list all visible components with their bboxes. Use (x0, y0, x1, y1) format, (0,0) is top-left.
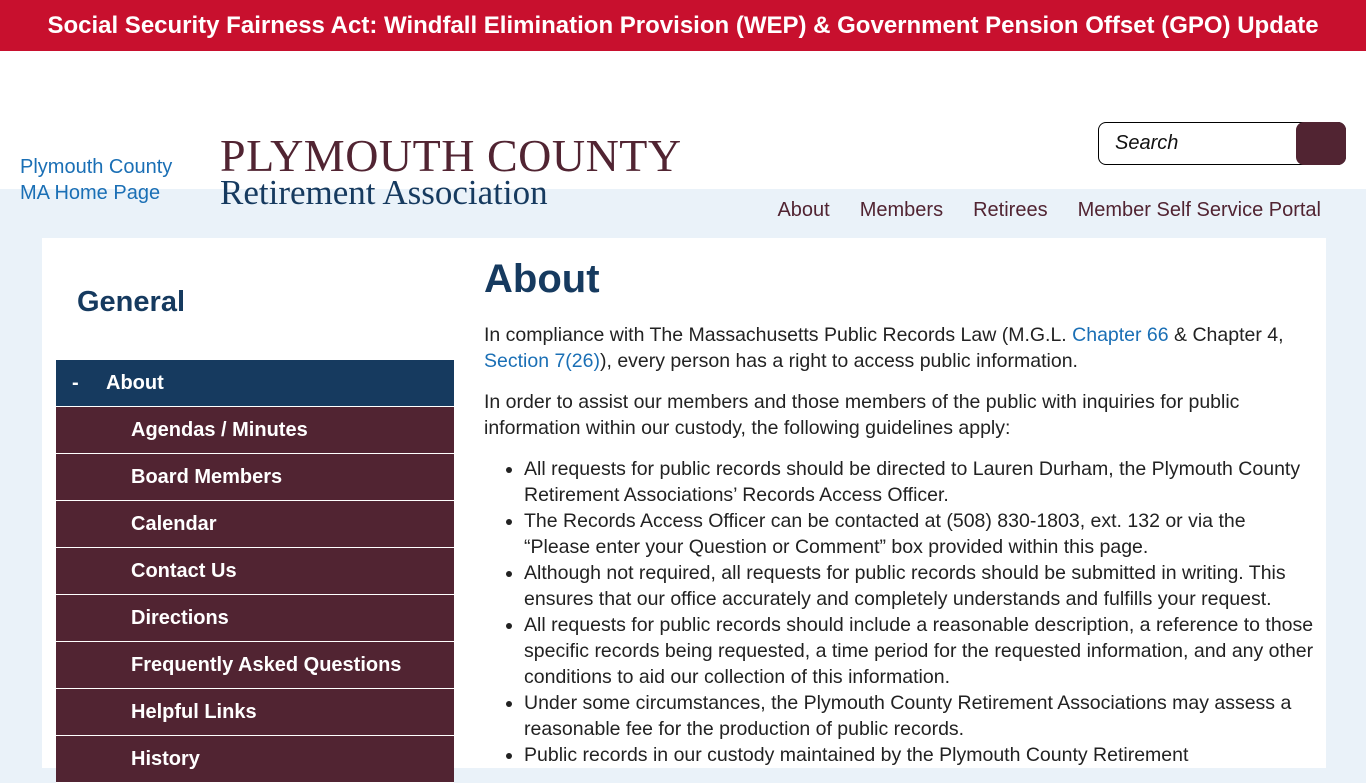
search-button[interactable] (1296, 122, 1346, 165)
home-logo-link[interactable]: Plymouth County MA Home Page (20, 156, 173, 204)
nav-about[interactable]: About (777, 199, 830, 221)
sidebar-item-history[interactable]: History (56, 736, 454, 783)
expand-indicator: - (72, 372, 79, 394)
sidebar-item-calendar[interactable]: Calendar (56, 501, 454, 548)
sidebar-item-helpful-links[interactable]: Helpful Links (56, 689, 454, 736)
brand-subtitle: Retirement Association (220, 173, 548, 212)
sidebar-item-faq[interactable]: Frequently Asked Questions (56, 642, 454, 689)
list-item: • Under some circumstances, the Plymouth County Retirement Associations may assess a reasonable fee for the production of public records. (524, 690, 1314, 742)
list-item: • Public records in our custody maintained by the Plymouth County Retirement (524, 742, 1314, 768)
nav-members[interactable]: Members (859, 199, 944, 221)
alert-banner[interactable] (0, 0, 1366, 51)
chapter-66-link[interactable]: Chapter 66 (1072, 324, 1169, 346)
sidebar-item-about[interactable] (56, 360, 454, 407)
sidebar-item-label: About (106, 372, 164, 394)
main-panel (42, 238, 1326, 768)
site-header (0, 51, 1366, 221)
nav-retirees[interactable]: Retirees (973, 199, 1048, 221)
sidebar-item-agendas-minutes[interactable]: Agendas / Minutes (56, 407, 454, 454)
search-input[interactable] (1115, 132, 1285, 155)
intro-paragraph (484, 322, 1314, 374)
list-item: • Although not required, all requests for public records should be submitted in writing. This ensures that our office accurately and completely understands and fulfills your request. (524, 560, 1314, 612)
list-item: • The Records Access Officer can be contacted at (508) 830-1803, ext. 132 or via the “Please enter your Question or Comment” box provided within this page. (524, 508, 1314, 560)
section-7-26-link[interactable]: Section 7(26) (484, 350, 600, 372)
list-item: • All requests for public records should be directed to Lauren Durham, the Plymouth County Retirement Associations’ Records Access Officer. (524, 456, 1314, 508)
sidebar-title: General (77, 286, 185, 318)
search-box (1098, 122, 1346, 165)
intro-text: In compliance with The Massachusetts Public Records Law (M.G.L. (484, 324, 1073, 346)
main-nav (777, 199, 1321, 222)
sidebar-item-board-members[interactable]: Board Members (56, 454, 454, 501)
guidelines-list (484, 456, 1314, 768)
brand-title: PLYMOUTH COUNTY (220, 130, 682, 181)
intro-text: & Chapter 4, (1168, 324, 1284, 346)
page-content (484, 256, 1314, 768)
guidelines-paragraph: In order to assist our members and those members of the public with inquiries for public information within our custody, the following guidelines apply: (484, 391, 1240, 439)
sidebar-menu (56, 360, 454, 783)
sidebar-item-contact-us[interactable]: Contact Us (56, 548, 454, 595)
intro-text: ), every person has a right to access public information. (599, 350, 1078, 372)
list-item: • All requests for public records should include a reasonable description, a reference to those specific records being requested, a time period for the requested information, and any other conditions to aid our collection of this information. (524, 612, 1314, 690)
page-title: About (484, 257, 600, 301)
nav-member-self-service-portal[interactable]: Member Self Service Portal (1077, 199, 1321, 221)
sidebar-item-directions[interactable]: Directions (56, 595, 454, 642)
alert-banner-text[interactable]: Social Security Fairness Act: Windfall Elimination Provision (WEP) & Government Pension Offset (GPO) Update (47, 12, 1319, 39)
